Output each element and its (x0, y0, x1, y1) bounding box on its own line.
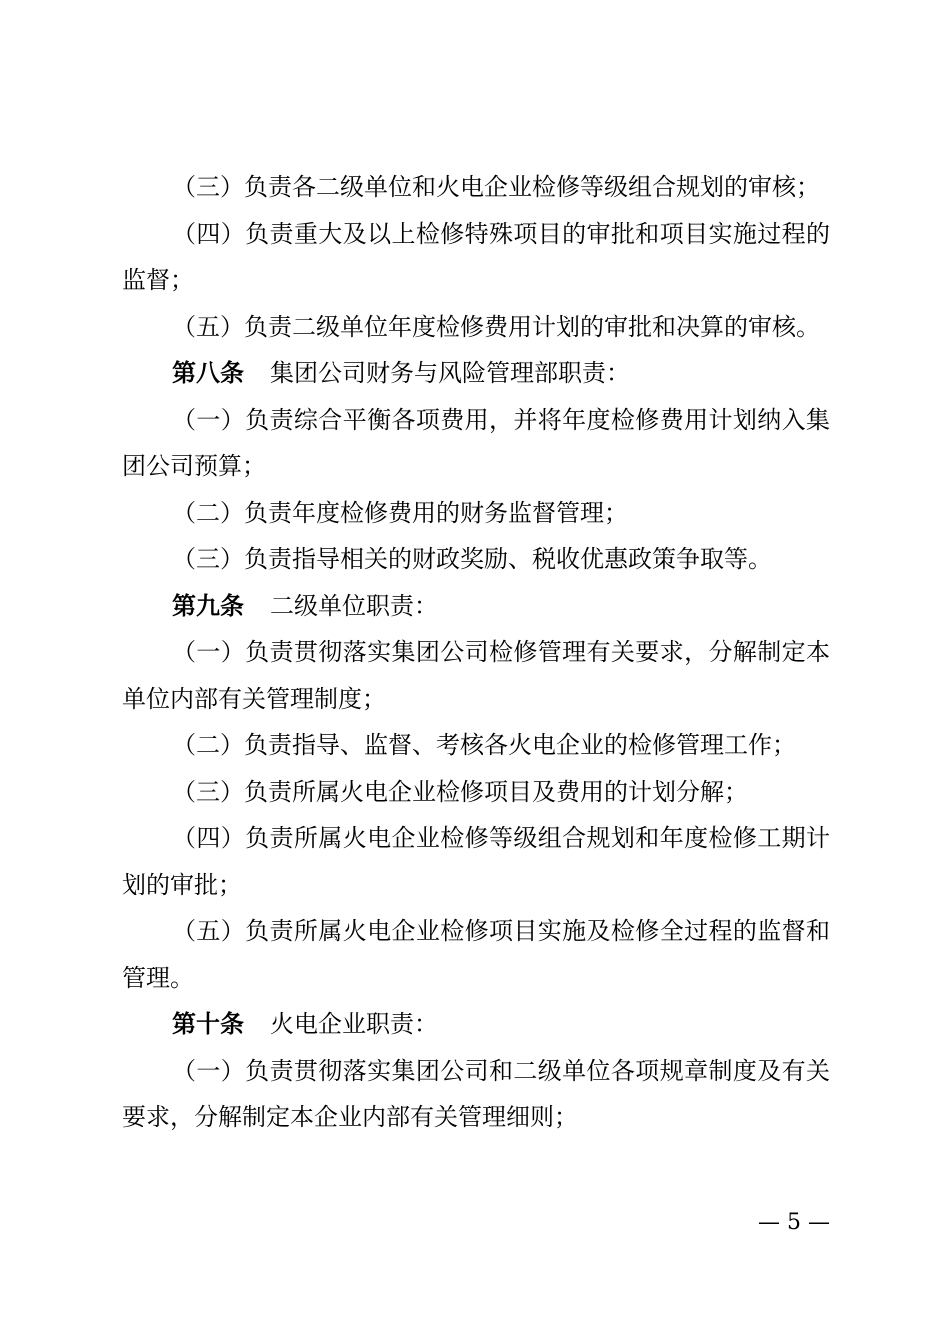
paragraph: （三）负责所属火电企业检修项目及费用的计划分解； (172, 777, 748, 806)
article-heading: 第十条 (172, 1010, 244, 1038)
paragraph: （三）负责各二级单位和火电企业检修等级组合规划的审核； (172, 173, 820, 201)
article-paragraph (122, 350, 830, 397)
paragraph: （五）负责二级单位年度检修费用计划的审批和决算的审核。 (172, 312, 820, 341)
paragraph: （二）负责年度检修费用的财务监督管理； (172, 498, 628, 527)
page-number: — 5 — (758, 1210, 830, 1235)
article-heading: 第九条 (172, 591, 244, 620)
paragraph: （四）负责重大及以上检修特殊项目的审批和项目实施过程的监督； (122, 219, 830, 294)
paragraph: （一）负责贯彻落实集团公司检修管理有关要求，分解制定本单位内部有关管理制度； (122, 638, 830, 713)
paragraph: （一）负责贯彻落实集团公司和二级单位各项规章制度及有关要求，分解制定本企业内部有关管理细则； (122, 1056, 830, 1131)
paragraph: （三）负责指导相关的财政奖励、税收优惠政策争取等。 (172, 545, 772, 573)
paragraph: （四）负责所属火电企业检修等级组合规划和年度检修工期计划的审批； (122, 824, 830, 899)
paragraph: （二）负责指导、监督、考核各火电企业的检修管理工作； (172, 731, 796, 759)
article-heading: 第八条 (172, 359, 244, 387)
paragraph: （一）负责综合平衡各项费用，并将年度检修费用计划纳入集团公司预算； (122, 405, 830, 480)
document-body (122, 164, 830, 1141)
article-text: 火电企业职责： (270, 1010, 438, 1038)
article-paragraph (122, 583, 830, 630)
article-text: 二级单位职责： (270, 591, 438, 620)
paragraph: （五）负责所属火电企业检修项目实施及检修全过程的监督和管理。 (122, 917, 830, 992)
article-text: 集团公司财务与风险管理部职责： (270, 359, 630, 387)
article-paragraph (122, 1001, 830, 1048)
